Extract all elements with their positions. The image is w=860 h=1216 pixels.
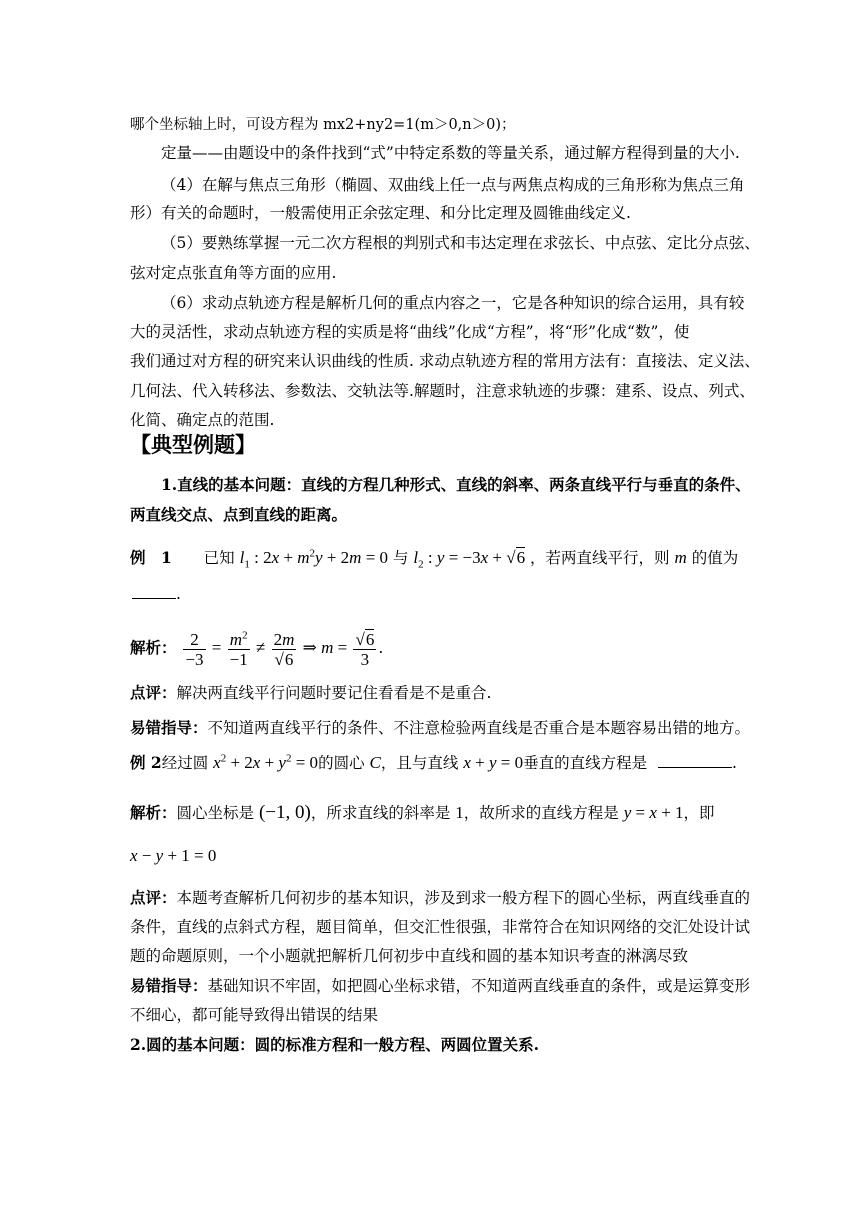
text: 的值为 bbox=[691, 549, 739, 567]
text: 已知 bbox=[203, 549, 235, 567]
error-guide-1: 易错指导：不知道两直线平行的条件、不注意检验两直线是否重合是本题容易出错的地方。 bbox=[130, 718, 751, 737]
text: ，若两直线平行，则 bbox=[530, 549, 670, 567]
topic-heading: 2.圆的基本问题：圆的标准方程和一般方程、两圆位置关系. bbox=[130, 1035, 540, 1054]
solution-1: 解析： $\frac{2}{-3}$ = $\frac{m^2}{-1}$ ≠ $\frac{2m}{√6}$ ⇒ m = $\frac{√6}{3}$ . bbox=[130, 628, 384, 669]
text-line: 条件，直线的点斜式方程，题目简单，但交汇性很强，非常符合在知识网络的交汇处设计试 bbox=[130, 918, 751, 936]
text-line: 我们通过对方程的研究来认识曲线的性质. 求动点轨迹方程的常用方法有：直接法、定义法、 bbox=[130, 352, 760, 370]
comment-label: 点评： bbox=[130, 683, 177, 702]
math: $\frac{2}{-3}$ = $\frac{m^2}{-1}$ ≠ $\frac{2m}{√6}$ ⇒ m = $\frac{√6}{3}$ bbox=[185, 628, 375, 669]
text-line: 形）有关的命题时，一般需使用正余弦定理、和分比定理及圆锥曲线定义. bbox=[130, 204, 631, 222]
error-guide-label: 易错指导： bbox=[130, 718, 208, 737]
answer-blank-line: . bbox=[132, 584, 181, 604]
text-line: （6）求动点轨迹方程是解析几何的重点内容之一，它是各种知识的综合运用，具有较 bbox=[161, 294, 745, 312]
text-line: （4）在解与焦点三角形（椭圆、双曲线上任一点与两焦点构成的三角形称为焦点三角 bbox=[161, 176, 745, 194]
example-label: 例 2 bbox=[130, 753, 162, 772]
topic-heading: 1.直线的基本问题：直线的方程几种形式、直线的斜率、两条直线平行与垂直的条件、 bbox=[161, 475, 751, 494]
math: C bbox=[369, 753, 381, 772]
solution-label: 解析： bbox=[130, 638, 177, 657]
example-1 bbox=[130, 547, 739, 571]
answer-blank bbox=[132, 584, 176, 599]
answer-blank bbox=[658, 753, 732, 768]
math: $l_2$ : y = −3x + √6 bbox=[413, 548, 526, 571]
comment-2: 点评：本题考查解析几何初步的基本知识，涉及到求一般方程下的圆心坐标，两直线垂直的 bbox=[130, 888, 751, 907]
math: x + y = 0 bbox=[463, 753, 524, 772]
example-2: 例 2经过圆 $x^2 + 2x + y^2 = 0$的圆心 C，且与直线 x + y = 0垂直的直线方程是 . bbox=[130, 752, 737, 772]
math: x − y + 1 = 0 bbox=[130, 846, 217, 865]
comment-1: 点评：解决两直线平行问题时要记住看看是不是重合. bbox=[130, 683, 492, 702]
text-line: 弦对定点张直角等方面的应用. bbox=[130, 264, 337, 282]
text-line: 题的命题原则，一个小题就把解析几何初步中直线和圆的基本知识考查的淋漓尽致 bbox=[130, 947, 689, 965]
text-line: 不细心，都可能导致得出错误的结果 bbox=[130, 1006, 379, 1024]
text-line: 哪个坐标轴上时，可设方程为 mx2+ny2=1(m＞0,n＞0)； bbox=[130, 117, 516, 133]
topic-heading: 两直线交点、点到直线的距离。 bbox=[130, 505, 348, 524]
example-label: 例 1 bbox=[130, 548, 172, 567]
text-line: 几何法、代入转移法、参数法、交轨法等.解题时，注意求轨迹的步骤：建系、设点、列式、 bbox=[130, 382, 755, 400]
text: 与 bbox=[392, 549, 409, 567]
math: 1 bbox=[455, 803, 464, 822]
math: y = x + 1 bbox=[623, 803, 684, 822]
section-heading: 【典型例题】 bbox=[130, 433, 256, 457]
error-guide-label: 易错指导： bbox=[130, 976, 208, 995]
text-line: （5）要熟练掌握一元二次方程根的判别式和韦达定理在求弦长、中点弦、定比分点弦、 bbox=[161, 234, 760, 252]
math: (−1, 0) bbox=[258, 802, 311, 823]
solution-2: 解析：圆心坐标是 (−1, 0)，所求直线的斜率是 1，故所求的直线方程是 y = x + 1，即 bbox=[130, 802, 715, 823]
solution-label: 解析： bbox=[130, 803, 177, 822]
solution-2-result bbox=[130, 846, 216, 866]
text-line: 大的灵活性，求动点轨迹方程的实质是将“曲线”化成“方程”，将“形”化成“数”，使 bbox=[130, 323, 690, 341]
comment-label: 点评： bbox=[130, 888, 177, 907]
text-line: 化简、确定点的范围. bbox=[130, 411, 275, 429]
math: $x^2 + 2x + y^2 = 0$ bbox=[213, 752, 319, 772]
math: m bbox=[674, 548, 687, 567]
error-guide-2: 易错指导：基础知识不牢固，如把圆心坐标求错，不知道两直线垂直的条件，或是运算变形 bbox=[130, 976, 751, 995]
text-line: 定量——由题设中的条件找到“式”中特定系数的等量关系，通过解方程得到量的大小. bbox=[161, 144, 740, 162]
math: $l_1$ : $2x + m^2y + 2m = 0$ bbox=[239, 547, 389, 571]
